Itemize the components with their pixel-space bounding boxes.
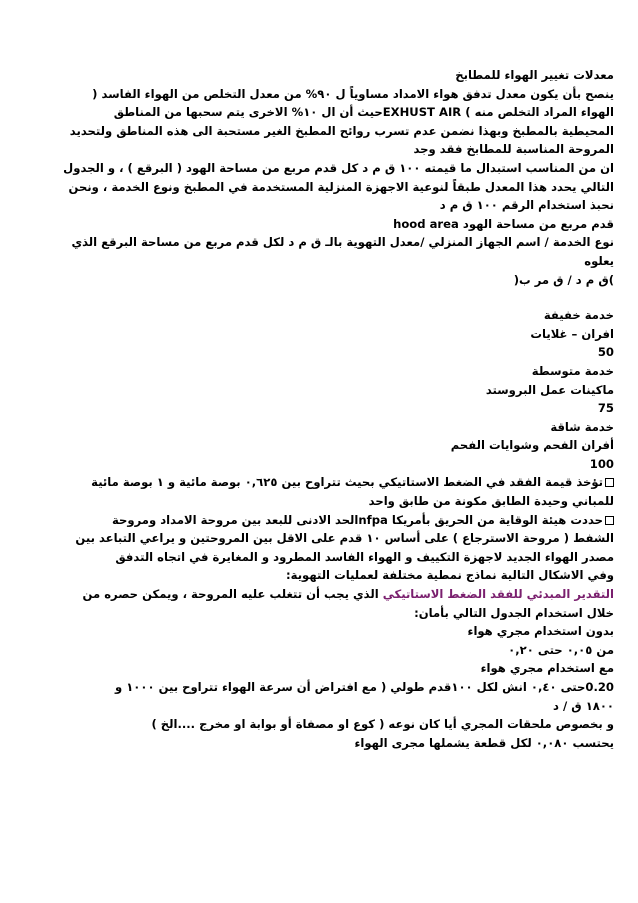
paragraph-line: التالي يحدد هذا المعدل طبقاً لنوعية الاجهزة المنزلية المستخدمة في المطبخ ونوع الخدمة ، ونحن xyxy=(68,179,614,194)
document-body xyxy=(28,66,614,752)
paragraph-line xyxy=(28,511,614,530)
appliance-medium: ماكينات عمل البروستد xyxy=(485,382,614,397)
rate-heavy: 100 xyxy=(589,456,614,471)
paragraph-line xyxy=(28,585,614,604)
table-header-line: نوع الخدمة / اسم الجهاز المنزلي /معدل التهوية بالـ ق م د لكل قدم مربع من مساحة البرقع الذي xyxy=(71,235,614,250)
rate-light: 50 xyxy=(597,345,614,360)
paragraph-line: و بخصوص ملحقات المجري أيا كان نوعه ( كوع او مصفاة أو بوابة او مخرج ....الخ ) xyxy=(151,717,614,732)
paragraph-line: الشفط ( مروحة الاسترجاع ) على أساس ١٠ قدم على الاقل بين المروحتين و يراعي التباعد بين xyxy=(75,531,614,546)
checkbox-glyph-icon xyxy=(605,516,614,525)
paragraph-continuation: الذي يجب أن تتغلب عليه المروحة ، ويمكن حصره من xyxy=(82,587,383,602)
paragraph-line: وفي الاشكال التالية نماذج نمطية مختلفة لعمليات التهوية: xyxy=(286,568,614,583)
paragraph-line: ان من المناسب استبدال ما قيمته ١٠٠ ق م د كل قدم مربع من مساحة الهود ( البرقع ) ، و الجدول xyxy=(63,160,614,175)
appliance-heavy: أفران الفحم وشوايات الفحم xyxy=(450,438,614,453)
table-unit-line: )ق م د / ق مر ب( xyxy=(513,272,614,287)
paragraph-line: مع استخدام مجري هواء xyxy=(480,661,614,676)
paragraph-line: مصدر الهواء الجديد لاجهزة التكييف و الهواء الفاسد المطرود و المغايرة في اتجاه التدفق xyxy=(115,549,614,564)
heading-kitchen-air-changes: معدلات تغيير الهواء للمطابخ xyxy=(455,68,614,82)
paragraph-line: المحيطية بالمطبخ وبهذا نضمن عدم تسرب روائح المطبخ الغير مستحبة الى هذه المناطق ولتحديد xyxy=(69,123,614,138)
checkbox-glyph-icon xyxy=(605,478,614,487)
paragraph-line: قدم مربع من مساحة الهود hood area xyxy=(393,216,614,231)
paragraph-line: من ٠,٠٥ حتى ٠,٢٠ xyxy=(508,642,614,657)
paragraph-line: المروحة المناسبة للمطابخ فقد وجد xyxy=(413,142,614,157)
service-type-medium: خدمة متوسطة xyxy=(531,363,614,378)
paragraph-line: للمباني وحيدة الطابق مكونة من طابق واحد xyxy=(368,494,614,509)
rate-medium: 75 xyxy=(597,401,614,416)
paragraph-line: بدون استخدام مجري هواء xyxy=(467,624,614,639)
table-header-line: يعلوه xyxy=(584,253,614,268)
appliance-light: افران – غلايات xyxy=(530,326,614,341)
paragraph-line: خلال استخدام الجدول التالي بأمان: xyxy=(414,605,614,620)
service-type-heavy: خدمة شاقة xyxy=(550,419,614,434)
paragraph-line: ١٨٠٠ ق / د xyxy=(553,698,614,713)
paragraph-line: ينصح بأن يكون معدل تدفق هواء الامداد مساوياً ل ٩٠% من معدل التخلص من الهواء الفاسد ( xyxy=(92,86,614,101)
paragraph-line: يحتسب ٠,٠٨٠ لكل قطعة يشملها مجرى الهواء xyxy=(354,735,614,750)
paragraph-line: الهواء المراد التخلص منه ) EXHUST AIRحيث أن ال ١٠% الاخرى يتم سحبها من المناطق xyxy=(113,105,614,120)
paragraph-line xyxy=(28,473,614,492)
static-pressure-line: تؤخذ قيمة الفقد في الضغط الاستاتيكي بحيث تتراوح بين ٠,٦٢٥ بوصة مائية و ١ بوصة مائية xyxy=(91,475,603,490)
highlighted-term: التقدير المبدئي للفقد الضغط الاستاتيكي xyxy=(382,587,614,602)
nfpa-line: حددت هيئة الوقاية من الحريق بأمريكا nfpaالحد الادنى للبعد بين مروحة الامداد ومروحة xyxy=(111,512,603,527)
service-type-light: خدمة خفيفة xyxy=(543,308,614,323)
paragraph-line: نحبذ استخدام الرقم ١٠٠ ق م د xyxy=(439,198,614,213)
paragraph-line: 0.20حتى ٠,٤٠ انش لكل ١٠٠قدم طولي ( مع افتراض أن سرعة الهواء تتراوح بين ١٠٠٠ و xyxy=(114,680,614,694)
spacer xyxy=(28,289,614,306)
